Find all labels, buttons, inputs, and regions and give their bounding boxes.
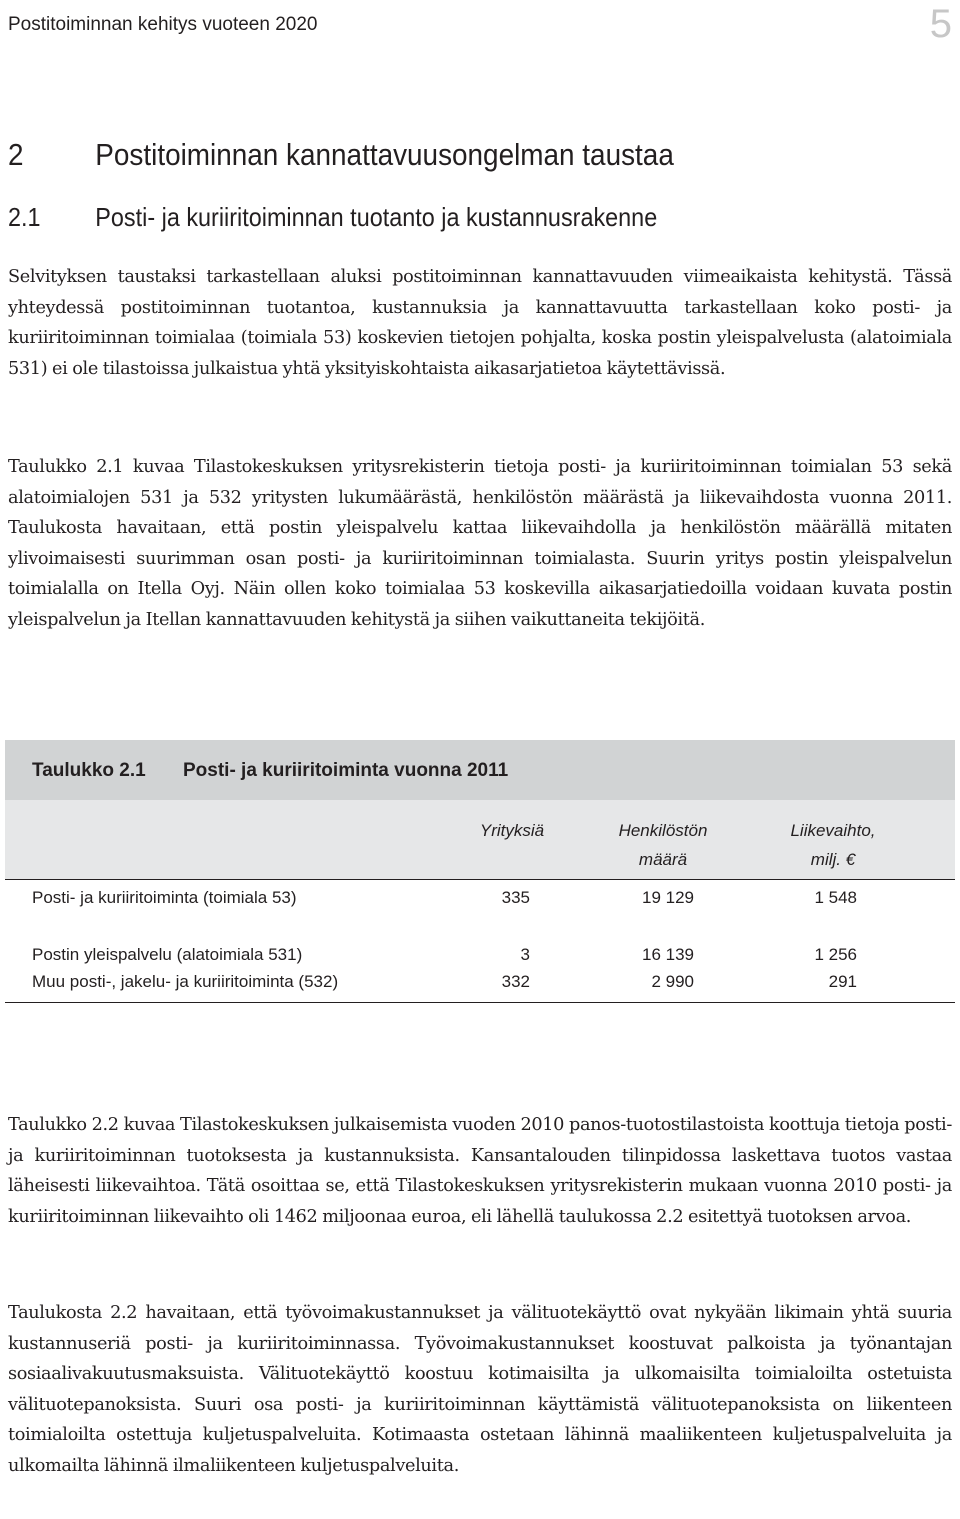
cell-revenue: 291 <box>828 972 857 991</box>
column-header-staff: Henkilöstön määrä <box>618 821 708 869</box>
paragraph: Taulukko 2.2 kuvaa Tilastokeskuksen julkaisemista vuoden 2010 panos-tuotostilastoista koottuja tietoja posti- ja kuriiritoiminnan tuotoksesta ja kustannuksista. Kansantalouden tilinpidossa laskettava tuotos vastaa läheisesti liikevaihtoa. Tätä osoittaa se, että Tilastokeskuksen yritysrekisterin mukaan vuonna 2010 posti- ja kuriiritoiminnan liikevaihto oli 1462 miljoonaa euroa, eli lähellä taulukossa 2.2 esitettyä tuotoksen arvoa. <box>8 1115 952 1227</box>
cell-firms: 3 <box>520 945 530 964</box>
cell-staff: 16 139 <box>642 945 694 964</box>
cell-staff: 19 129 <box>642 888 694 907</box>
table-row <box>5 945 955 971</box>
column-header-firms: Yrityksiä <box>479 821 545 840</box>
data-table <box>5 740 955 1010</box>
subsection-number: 2.1 <box>8 202 41 232</box>
page-header <box>8 2 952 46</box>
paragraph: Taulukosta 2.2 havaitaan, että työvoimakustannukset ja välituotekäyttö ovat nykyään likimain yhtä suuria kustannuseriä posti- ja kuriiritoiminnassa. Työvoimakustannukset koostuvat palkoista ja työnantajan sosiaalivakuutusmaksuista. Välituotekäyttö koostuu kotimaisilta ja ulkomaisilta toimialoilta ostetuista välituotepanoksista. Suuri osa posti- ja kuriiritoiminnan käyttämistä välituotepanoksista on liikenteen toimialoilta ostettuja kuljetuspalveluita. Kotimaasta ostetaan lähinnä maaliikenteen kuljetuspalveluita ja ulkomailta lähinnä ilmaliikenteen kuljetuspalveluita. <box>8 1303 952 1476</box>
table-caption <box>5 740 955 800</box>
table-rule-bottom <box>5 1002 955 1003</box>
section-title: Postitoiminnan kannattavuusongelman taustaa <box>95 137 674 172</box>
table-label: Taulukko 2.1 <box>32 760 146 781</box>
table-title: Posti- ja kuriiritoiminta vuonna 2011 <box>183 760 509 781</box>
cell-revenue: 1 256 <box>814 945 857 964</box>
subsection-title: Posti- ja kuriiritoiminnan tuotanto ja kustannusrakenne <box>95 202 658 232</box>
page-number: 5 <box>929 2 952 46</box>
table-header <box>5 800 955 880</box>
row-label: Postin yleispalvelu (alatoimiala 531) <box>32 945 303 964</box>
row-label: Posti- ja kuriiritoiminta (toimiala 53) <box>32 888 297 907</box>
row-label: Muu posti-, jakelu- ja kuriiritoiminta (532) <box>32 972 339 991</box>
cell-firms: 335 <box>501 888 530 907</box>
cell-staff: 2 990 <box>651 972 694 991</box>
table-row <box>5 888 955 914</box>
table-row <box>5 972 955 998</box>
subsection-heading <box>8 202 657 233</box>
column-header-revenue: Liikevaihto, milj. € <box>790 821 876 869</box>
section-number: 2 <box>8 137 24 172</box>
section-heading <box>8 137 674 173</box>
cell-firms: 332 <box>501 972 530 991</box>
paragraph: Taulukko 2.1 kuvaa Tilastokeskuksen yritysrekisterin tietoja posti- ja kuriiritoiminnan toimialan 53 sekä alatoimialojen 531 ja 532 yritysten lukumäärästä, henkilöstön määrästä ja liikevaihdosta vuonna 2011. Taulukosta havaitaan, että postin yleispalvelu kattaa liikevaihdolla ja henkilöstön määrällä mitaten ylivoimaisesti suurimman osan posti- ja kuriiritoiminnan toimialasta. Suurin yritys postin yleispalvelun toimialalla on Itella Oyj. Näin ollen koko toimialaa 53 koskevilla aikasarjatiedoilla voidaan kuvata postin yleispalvelun ja Itellan kannattavuuden kehitystä ja siihen vaikuttaneita tekijöitä. <box>8 457 952 630</box>
cell-revenue: 1 548 <box>814 888 857 907</box>
table-rule-top <box>5 879 955 880</box>
running-title: Postitoiminnan kehitys vuoteen 2020 <box>8 14 318 35</box>
paragraph: Selvityksen taustaksi tarkastellaan aluksi postitoiminnan kannattavuuden viimeaikaista kehitystä. Tässä yhteydessä postitoiminnan tuotantoa, kustannuksia ja kannattavuutta tarkastellaan koko posti- ja kuriiritoiminnan toimialaa (toimiala 53) koskevien tietojen pohjalta, koska postin yleispalvelusta (alatoimiala 531) ei ole tilastoissa julkaistua yhtä yksityiskohtaista aikasarjatietoa käytettävissä. <box>8 267 952 379</box>
